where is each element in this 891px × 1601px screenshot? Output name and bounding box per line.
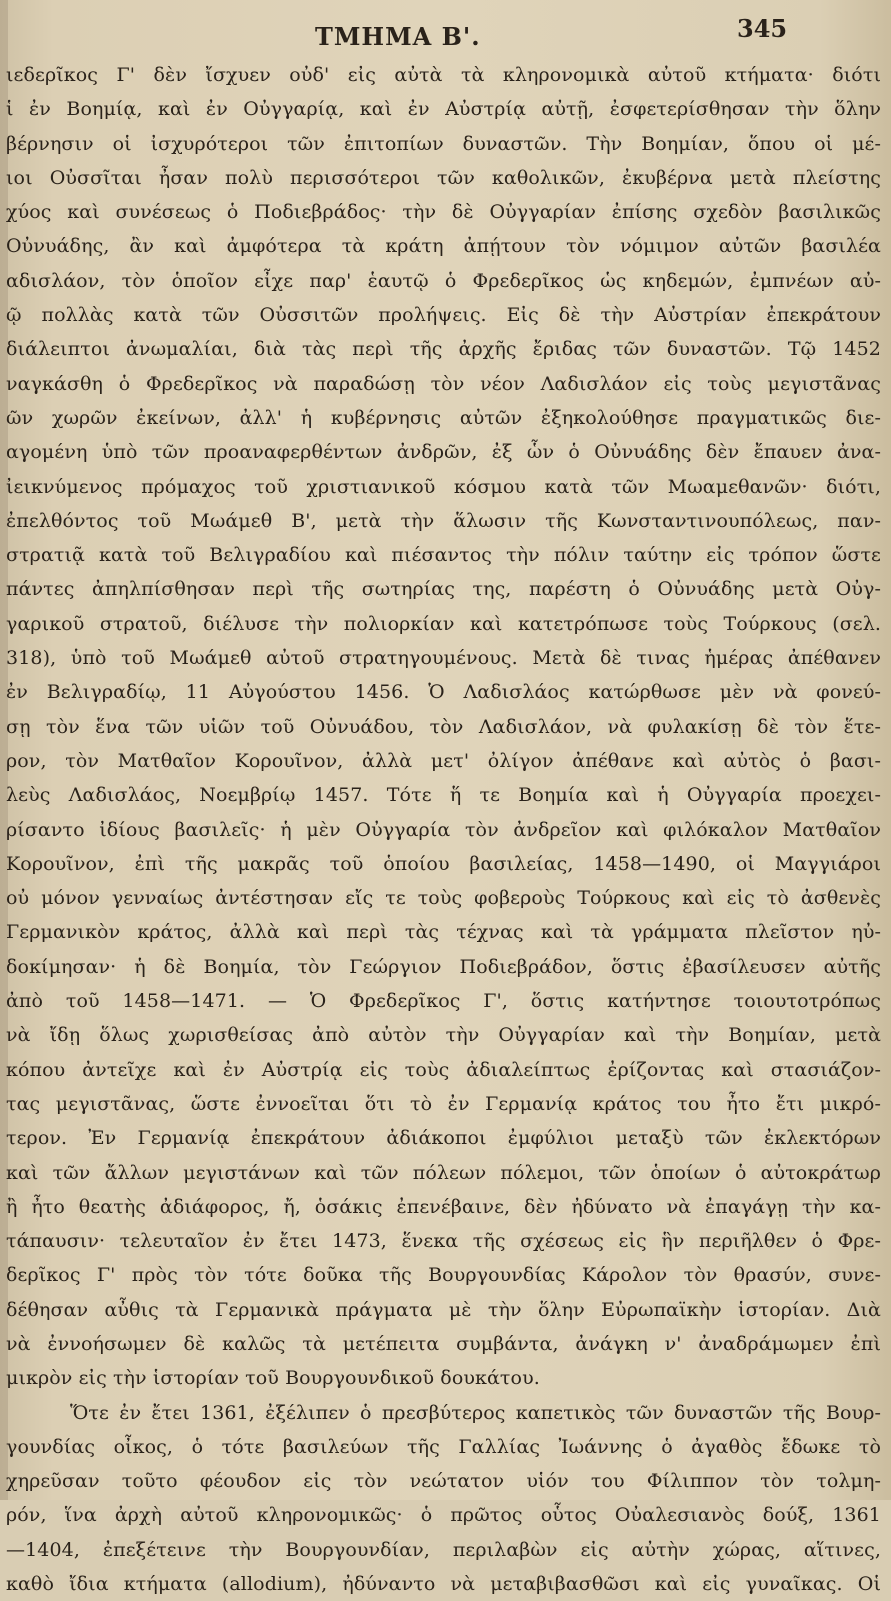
text-line: Οὐνυάδης, ἂν καὶ ἀμφότερα τὰ κράτη ἀπῄτουν τὸν νόμιμον αὐτῶν βασιλέα [6,235,881,258]
text-line: ἰεικνύμενος πρόμαχος τοῦ χριστιανικοῦ κόσμου κατὰ τῶν Μωαμεθανῶν· διότι, [6,475,881,498]
text-line: γουνδίας οἶκος, ὁ τότε βασιλεύων τῆς Γαλλίας Ἰωάννης ὁ ἀγαθὸς ἔδωκε τὸ [6,1435,881,1458]
text-line: στρατιᾷ κατὰ τοῦ Βελιγραδίου καὶ πιέσαντος τὴν πόλιν ταύτην εἰς τρόπον ὥστε [6,544,881,567]
text-line: αγομένη ὑπὸ τῶν προαναφερθέντων ἀνδρῶν, ἐξ ὧν ὁ Οὐνυάδης δὲν ἔπαυεν ἀνα- [6,441,881,464]
text-line: καθὸ ἴδια κτήματα (allodium), ἠδύναντο νὰ μεταβιβασθῶσι καὶ εἰς γυναῖκας. Οἱ [6,1573,881,1596]
text-line: ρίσαντο ἰδίους βασιλεῖς· ἡ μὲν Οὐγγαρία τὸν ἀνδρεῖον καὶ φιλόκαλον Ματθαῖον [6,818,881,841]
text-line-paragraph-end: μικρὸν εἰς τὴν ἱστορίαν τοῦ Βουργουνδικοῦ δουκάτου. [6,1367,540,1390]
text-line: νὰ ἴδῃ ὅλως χωρισθείσας ἀπὸ αὐτὸν τὴν Οὐγγαρίαν καὶ τὴν Βοημίαν, μετὰ [6,1024,881,1047]
text-line: ἐν Βελιγραδίῳ, 11 Αὐγούστου 1456. Ὁ Λαδισλάος κατώρθωσε μὲν νὰ φονεύ- [6,681,881,704]
text-line: πάντες ἀπηλπίσθησαν περὶ τῆς σωτηρίας της, παρέστη ὁ Οὐνυάδης μετὰ Οὐγ- [6,578,881,601]
running-title: ΤΜΗΜΑ Β'. [315,22,481,51]
text-line: δερῖκος Γ' πρὸς τὸν τότε δοῦκα τῆς Βουργουνδίας Κάρολον τὸν θρασύν, συνε- [6,1264,881,1287]
text-line: σῃ τὸν ἕνα τῶν υἱῶν τοῦ Οὐνυάδου, τὸν Λαδισλάον, νὰ φυλακίσῃ δὲ τὸν ἕτε- [6,715,881,738]
text-line: αδισλάον, τὸν ὁποῖον εἶχε παρ' ἑαυτῷ ὁ Φρεδερῖκος ὡς κηδεμών, ἐμπνέων αὐ- [6,269,881,292]
text-line: ναγκάσθη ὁ Φρεδερῖκος νὰ παραδώσῃ τὸν νέον Λαδισλάον εἰς τοὺς μεγιστᾶνας [6,372,881,395]
text-line: διάλειπτοι ἀνωμαλίαι, διὰ τὰς περὶ τῆς ἀρχῆς ἔριδας τῶν δυναστῶν. Τῷ 1452 [6,338,881,361]
text-line: δοκίμησαν· ἡ δὲ Βοημία, τὸν Γεώργιον Ποδιεβράδον, ὅστις ἐβασίλευσεν αὐτῆς [6,955,881,978]
text-line: ἱ ἐν Βοημίᾳ, καὶ ἐν Οὐγγαρίᾳ, καὶ ἐν Αὐστρίᾳ αὐτῇ, ἐσφετερίσθησαν τὴν ὅλην [6,98,881,121]
text-line: λεὺς Λαδισλάος, Νοεμβρίῳ 1457. Τότε ἥ τε Βοημία καὶ ἡ Οὐγγαρία προεχει- [6,784,881,807]
text-line: ἐπελθόντος τοῦ Μωάμεθ Β', μετὰ τὴν ἅλωσιν τῆς Κωνσταντινουπόλεως, παν- [6,509,881,532]
text-line: ιεδερῖκος Γ' δὲν ἴσχυεν οὐδ' εἰς αὐτὰ τὰ κληρονομικὰ αὐτοῦ κτήματα· διότι [6,64,881,86]
text-line: νὰ ἐννοήσωμεν δὲ καλῶς τὰ μετέπειτα συμβάντα, ἀνάγκη ν' ἀναδράμωμεν ἐπὶ [6,1332,881,1355]
text-line: —1404, ἐπεξέτεινε τὴν Βουργουνδίαν, περιλαβὼν εἰς αὐτὴν χώρας, αἵτινες, [6,1538,881,1561]
page-number: 345 [737,14,788,43]
text-line: ῷ πολλὰς κατὰ τῶν Οὐσσιτῶν προλήψεις. Εἰς δὲ τὴν Αὐστρίαν ἐπεκράτουν [6,304,881,327]
text-line: Γερμανικὸν κράτος, ἀλλὰ καὶ περὶ τὰς τέχνας καὶ τὰ γράμματα πλεῖστον ηὐ- [6,921,881,944]
text-line: τας μεγιστᾶνας, ὥστε ἐννοεῖται ὅτι τὸ ἐν Γερμανίᾳ κράτος του ἦτο ἔτι μικρό- [6,1092,881,1115]
text-line: 318), ὑπὸ τοῦ Μωάμεθ αὐτοῦ στρατηγουμένους. Μετὰ δὲ τινας ἡμέρας ἀπέθανεν [6,647,881,670]
text-line: ρόν, ἵνα ἀρχὴ αὐτοῦ κληρονομικῶς· ὁ πρῶτος οὗτος Οὐαλεσιανὸς δούξ, 1361 [6,1504,881,1527]
body-text [0,58,891,1601]
text-line: ρον, τὸν Ματθαῖον Κορουῖνον, ἀλλὰ μετ' ὀλίγον ἀπέθανε καὶ αὐτὸς ὁ βασι- [6,749,881,772]
page-header [0,14,891,54]
text-line: τερον. Ἐν Γερμανίᾳ ἐπεκράτουν ἀδιάκοποι ἐμφύλιοι μεταξὺ τῶν ἐκλεκτόρων [6,1127,881,1150]
text-line: Κορουῖνον, ἐπὶ τῆς μακρᾶς τοῦ ὁποίου βασιλείας, 1458—1490, οἱ Μαγγιάροι [6,852,881,875]
text-line: οὐ μόνον γενναίως ἀντέστησαν εἴς τε τοὺς φοβεροὺς Τούρκους καὶ εἰς τὸ ἀσθενὲς [6,887,881,910]
text-line: βέρνησιν οἱ ἰσχυρότεροι τῶν ἐπιτοπίων δυναστῶν. Τὴν Βοημίαν, ὅπου οἱ μέ- [6,132,881,155]
text-line: ῶν χωρῶν ἐκείνων, ἀλλ' ἡ κυβέρνησις αὐτῶν ἐξηκολούθησε πραγματικῶς διε- [6,406,881,429]
text-line: χηρεῦσαν τοῦτο φέουδον εἰς τὸν νεώτατον υἱόν του Φίλιππον τὸν τολμη- [6,1470,881,1493]
text-line: κόπου ἀντεῖχε καὶ ἐν Αὐστρίᾳ εἰς τοὺς ἀδιαλείπτως ἐρίζοντας καὶ στασιάζον- [6,1058,881,1081]
text-line: χύος καὶ συνέσεως ὁ Ποδιεβράδος· τὴν δὲ Οὐγγαρίαν ἐπίσης σχεδὸν βασιλικῶς [6,201,881,224]
text-line-paragraph-start: Ὅτε ἐν ἔτει 1361, ἐξέλιπεν ὁ πρεσβύτερος καπετικὸς τῶν δυναστῶν τῆς Βουρ- [70,1401,881,1424]
text-line: ιοι Οὐσσῖται ἦσαν πολὺ περισσότεροι τῶν καθολικῶν, ἐκυβέρνα μετὰ πλείστης [6,166,881,189]
text-line: τάπαυσιν· τελευταῖον ἐν ἔτει 1473, ἕνεκα τῆς σχέσεως εἰς ἣν περιῆλθεν ὁ Φρε- [6,1230,881,1253]
text-line: καὶ τῶν ἄλλων μεγιστάνων καὶ τῶν πόλεων πόλεμοι, τῶν ὁποίων ὁ αὐτοκράτωρ [6,1161,881,1184]
text-line: ἀπὸ τοῦ 1458—1471. — Ὁ Φρεδερῖκος Γ', ὅστις κατήντησε τοιουτοτρόπως [6,990,881,1013]
text-line: ἢ ἦτο θεατὴς ἀδιάφορος, ἤ, ὁσάκις ἐπενέβαινε, δὲν ἠδύνατο νὰ ἐπαγάγῃ τὴν κα- [6,1195,881,1218]
text-line: δέθησαν αὖθις τὰ Γερμανικὰ πράγματα μὲ τὴν ὅλην Εὐρωπαϊκὴν ἱστορίαν. Διὰ [6,1298,881,1321]
text-line: γαρικοῦ στρατοῦ, διέλυσε τὴν πολιορκίαν καὶ κατετρόπωσε τοὺς Τούρκους (σελ. [6,612,881,635]
